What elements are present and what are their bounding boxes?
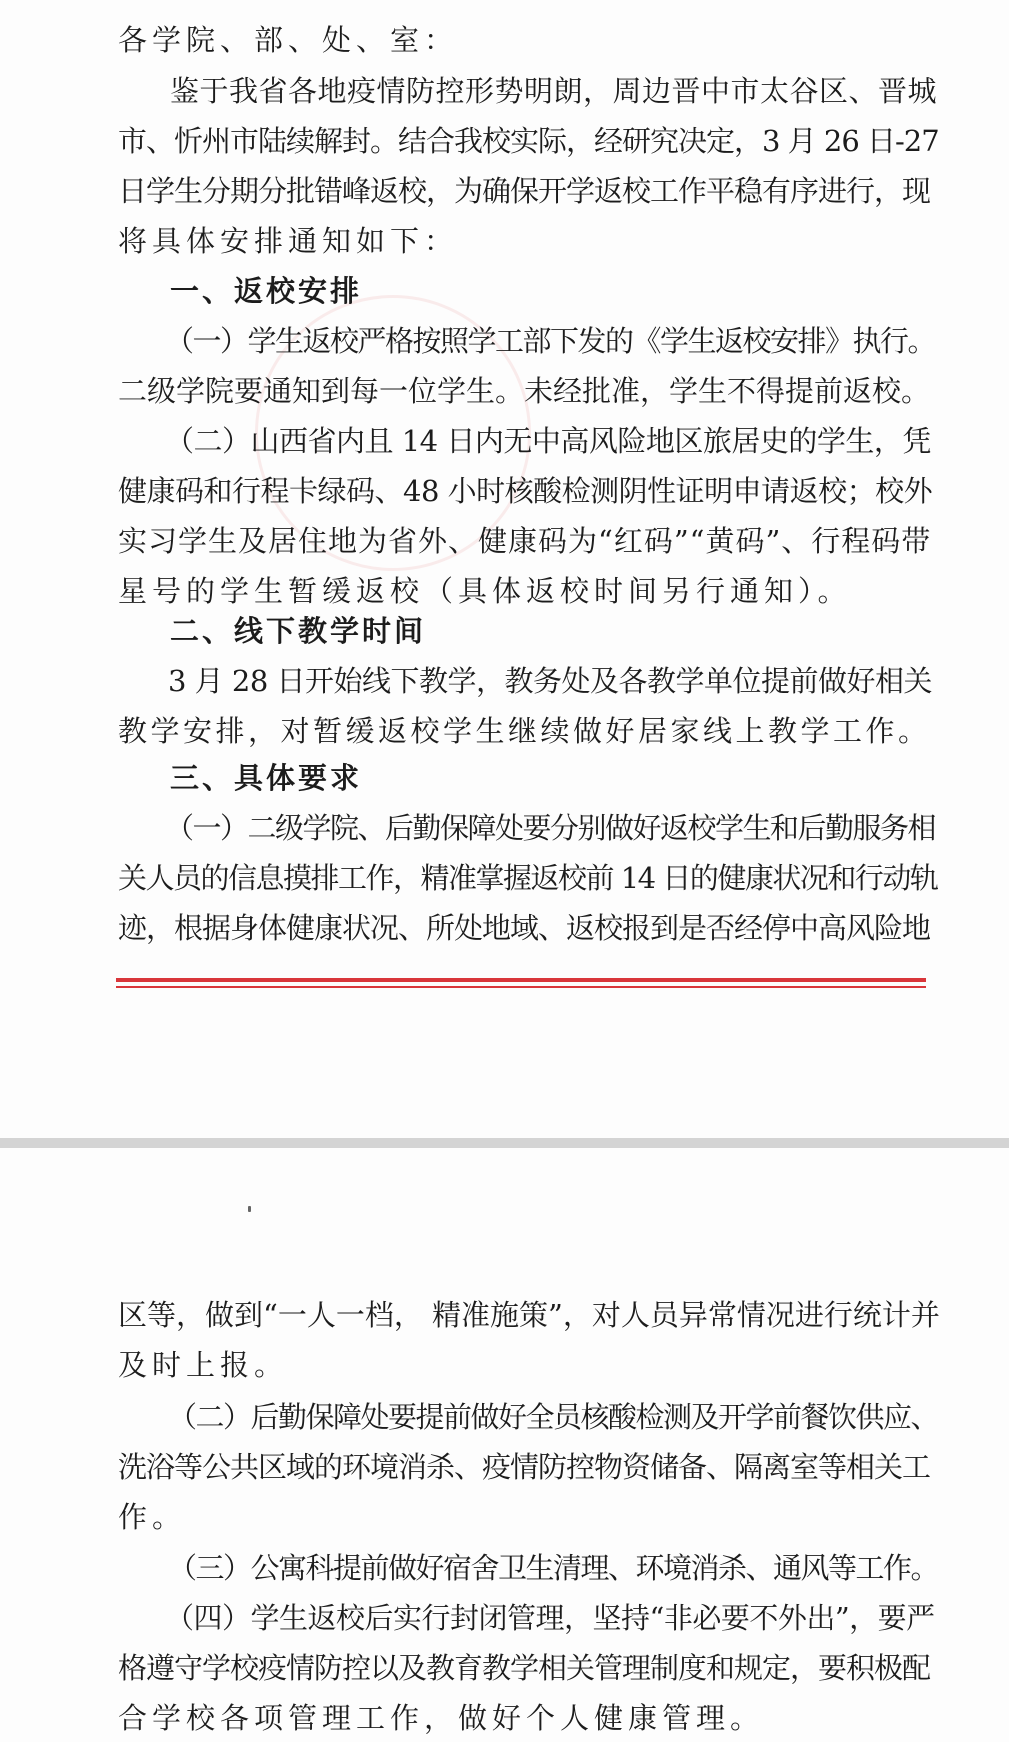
paragraph-line: 洗浴等公共区域的环境消杀、疫情防控物资储备、隔离室等相关工 [118, 1450, 931, 1484]
paragraph-line: （三）公寓科提前做好宿舍卫生清理、环境消杀、通风等工作。 [168, 1551, 939, 1585]
paragraph-line: （四）学生返校后实行封闭管理，坚持“非必要不外出”，要严 [165, 1601, 935, 1635]
paragraph-line: 日学生分期分批错峰返校，为确保开学返校工作平稳有序进行，现 [118, 174, 931, 208]
paragraph-line: （一）学生返校严格按照学工部下发的《学生返校安排》执行。 [165, 324, 936, 358]
paragraph-line: （二）山西省内且 14 日内无中高风险地区旅居史的学生，凭 [165, 424, 931, 458]
paragraph-line: 合学校各项管理工作，做好个人健康管理。 [118, 1701, 765, 1735]
paragraph-line: （二）后勤保障处要提前做好全员核酸检测及开学前餐饮供应、 [168, 1400, 939, 1434]
paragraph-line: 3 月 28 日开始线下教学，教务处及各教学单位提前做好相关 [168, 664, 933, 698]
paragraph-line: 市、忻州市陆续解封。结合我校实际，经研究决定，3 月 26 日-27 [118, 124, 939, 158]
section-heading-offline-teaching: 二、线下教学时间 [170, 614, 427, 648]
paragraph-line: 及时上报。 [118, 1348, 289, 1382]
paragraph-line: 鉴于我省各地疫情防控形势明朗，周边晋中市太谷区、晋城 [170, 74, 938, 108]
scan-speck [248, 1206, 251, 1212]
paragraph-line: 关人员的信息摸排工作，精准掌握返校前 14 日的健康状况和行动轨 [118, 861, 938, 895]
paragraph-line: （一）二级学院、后勤保障处要分别做好返校学生和后勤服务相 [165, 811, 936, 845]
document-page-2 [0, 1148, 1009, 1742]
paragraph-line: 健康码和行程卡绿码、48 小时核酸检测阴性证明申请返校；校外 [118, 474, 933, 508]
paragraph-line: 格遵守学校疫情防控以及教育教学相关管理制度和规定，要积极配 [118, 1651, 931, 1685]
salutation: 各学院、部、处、室： [118, 23, 459, 57]
paragraph-line: 二级学院要通知到每一位学生。未经批准，学生不得提前返校。 [118, 374, 931, 408]
paragraph-line: 迹，根据身体健康状况、所处地域、返校报到是否经停中高风险地 [118, 911, 931, 945]
page-separator [0, 1138, 1009, 1148]
paragraph-line: 星号的学生暂缓返校（具体返校时间另行通知）。 [118, 574, 852, 608]
paragraph-line: 实习学生及居住地为省外、健康码为“红码”“黄码”、行程码带 [118, 524, 932, 558]
section-heading-return-arrangement: 一、返校安排 [170, 274, 363, 308]
paragraph-line: 区等，做到“一人一档， 精准施策”，对人员异常情况进行统计并 [118, 1298, 940, 1332]
section-heading-requirements: 三、具体要求 [170, 761, 363, 795]
paragraph-line: 教学安排，对暂缓返校学生继续做好居家线上教学工作。 [118, 714, 931, 748]
red-divider-rule [116, 978, 926, 990]
paragraph-line: 将具体安排通知如下： [118, 224, 459, 258]
paragraph-line: 作。 [118, 1500, 187, 1534]
